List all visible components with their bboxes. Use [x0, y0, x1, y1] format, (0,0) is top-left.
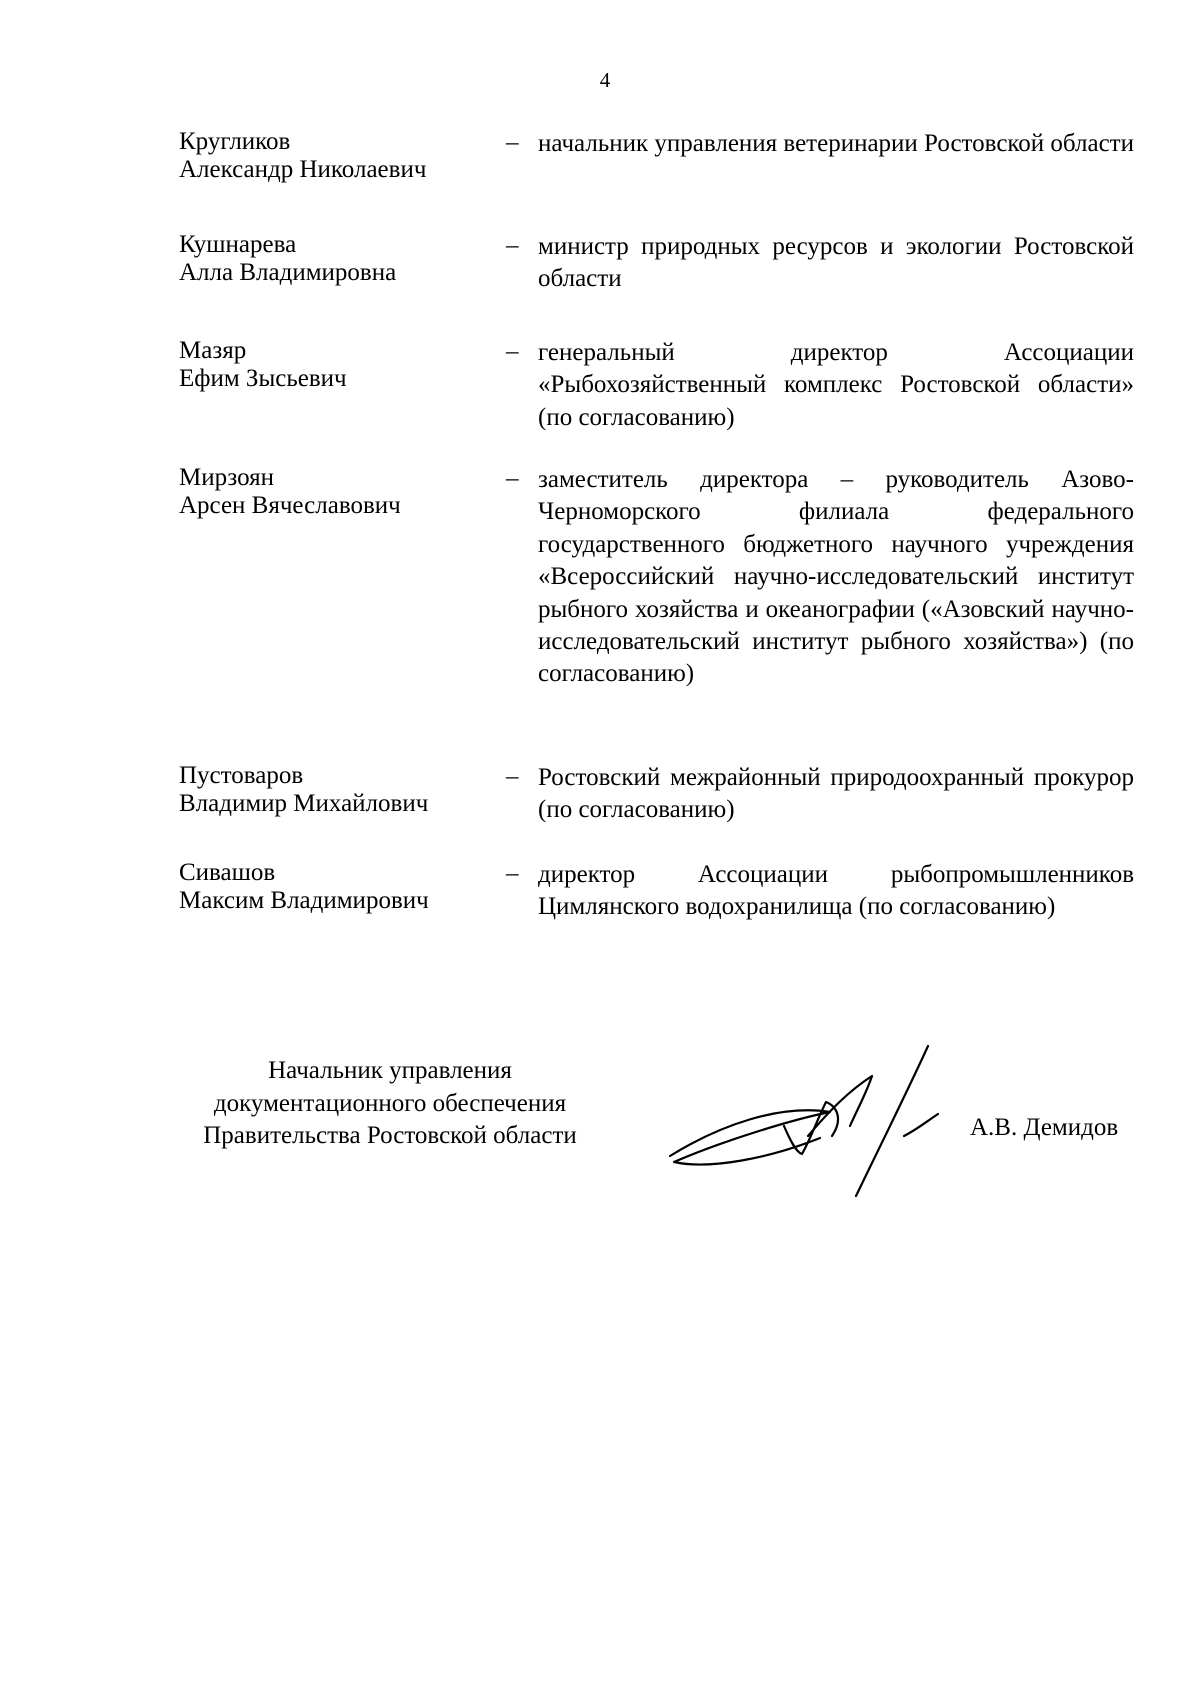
member-given-names: Александр Николаевич: [179, 155, 427, 183]
entry-dash: –: [506, 338, 519, 365]
member-name: [179, 464, 499, 519]
member-given-names: Ефим Зысьевич: [179, 364, 347, 392]
member-surname: Мазяр: [179, 337, 247, 364]
member-name: [179, 231, 499, 286]
member-name: [179, 128, 499, 183]
entry-dash: –: [506, 465, 519, 492]
member-surname: Сивашов: [179, 859, 276, 886]
signatory-position-line: Начальник управления: [268, 1057, 512, 1084]
signatory-position: [160, 1055, 620, 1153]
member-surname: Пустоваров: [179, 762, 304, 789]
member-surname: Мирзоян: [179, 464, 275, 491]
member-name: [179, 337, 499, 392]
entry-dash: –: [506, 763, 519, 790]
signatory-position-line: Правительства Ростовской области: [203, 1122, 577, 1150]
member-surname: Кушнарева: [179, 231, 297, 258]
member-position: Ростовский межрайонный природоохранный прокурор (по согласованию): [538, 764, 1134, 824]
member-position: заместитель директора – руководитель Азово-Черноморского филиала федерального государственного бюджетного научного учреждения «Всероссийский научно-исследовательский институт рыбного хозяйства и океанографии («Азовский научно-исследовательский институт рыбного хозяйства») (по согласованию): [538, 466, 1134, 688]
member-name: [179, 859, 499, 914]
signatory-position-line: документационного обеспечения: [213, 1089, 567, 1117]
entry-dash: –: [506, 232, 519, 259]
page-number: 4: [599, 68, 611, 92]
member-position: генеральный директор Ассоциации «Рыбохозяйственный комплекс Ростовской области» (по согласованию): [538, 339, 1134, 431]
handwritten-signature: [660, 1040, 950, 1210]
member-given-names: Владимир Михайлович: [179, 789, 429, 817]
entry-dash: –: [506, 860, 519, 887]
member-surname: Кругликов: [179, 128, 291, 155]
signatory-name: А.В. Демидов: [970, 1114, 1119, 1141]
entry-dash: –: [506, 129, 519, 156]
member-given-names: Алла Владимировна: [179, 258, 397, 286]
member-given-names: Арсен Вячеславович: [179, 491, 401, 519]
member-position: министр природных ресурсов и экологии Ростовской области: [538, 233, 1134, 293]
member-name: [179, 762, 499, 817]
member-position: директор Ассоциации рыбопромышленников Цимлянского водохранилища (по согласованию): [538, 861, 1134, 921]
member-given-names: Максим Владимирович: [179, 886, 429, 914]
member-position: начальник управления ветеринарии Ростовской области: [538, 130, 1134, 157]
